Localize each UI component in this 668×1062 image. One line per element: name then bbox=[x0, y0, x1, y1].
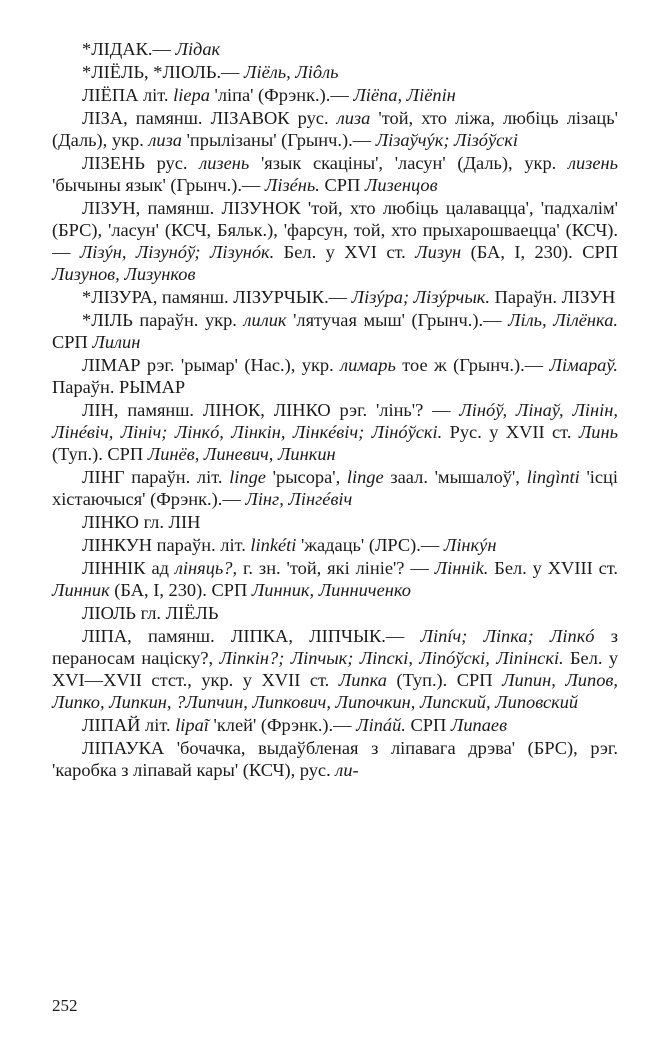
entry-text: Бел. у XVI—XVII стст., укр. у XVII ст. bbox=[52, 648, 619, 690]
entry-text: (Туп.). СРП bbox=[52, 444, 148, 464]
entry-text: ЛІНКУН параўн. літ. bbox=[82, 535, 251, 555]
entry-text: 'бычыны язык' (Грынч.).— bbox=[52, 175, 265, 195]
entry-italic-text: Лiёль, Лiôль bbox=[244, 62, 339, 82]
dictionary-entry bbox=[52, 354, 618, 398]
entry-italic-text: Ліпкін?; Ліпчык; Ліпскі, Ліпóўскі, Ліпінскі. bbox=[219, 648, 564, 668]
entry-text: *ЛІЁЛЬ, *ЛІОЛЬ.— bbox=[82, 62, 245, 82]
entry-text: Параўн. ЛІЗУН bbox=[489, 287, 616, 307]
entry-italic-text: lingìnti bbox=[526, 467, 580, 487]
dictionary-entry bbox=[52, 466, 618, 510]
entry-text: тое ж (Грынч.).— bbox=[395, 355, 550, 375]
entry-text: з пераносам націску?, bbox=[52, 626, 618, 668]
entry-italic-text: Лизун bbox=[415, 242, 462, 262]
dictionary-entry bbox=[52, 61, 618, 83]
entry-text: ЛІПА, памянш. ЛІПКА, ЛІПЧЫК.— bbox=[82, 626, 421, 646]
entry-text: 'лятучая мыш' (Грынч.).— bbox=[286, 310, 509, 330]
entry-italic-text: Лізýн, Лізунóў; Лізунóк. bbox=[79, 242, 275, 262]
dictionary-entry bbox=[52, 602, 618, 624]
entry-italic-text: Лімараў. bbox=[549, 355, 618, 375]
entry-text: ЛІОЛЬ гл. ЛІЁЛЬ bbox=[82, 603, 219, 623]
entry-text: Бел. у XVI ст. bbox=[274, 242, 416, 262]
entry-italic-text: лиза bbox=[148, 130, 182, 150]
entry-italic-text: лизень bbox=[567, 153, 618, 173]
dictionary-entry bbox=[52, 737, 618, 781]
entry-italic-text: linge bbox=[229, 467, 266, 487]
entry-text: 'той, хто ліжа, любіць лізаць' (Даль), укр. bbox=[52, 108, 618, 150]
entry-italic-text: Лилин bbox=[92, 332, 141, 352]
entry-italic-text: Лізаўчýк; Лізóўскі bbox=[375, 130, 519, 150]
entry-italic-text: linkéti bbox=[250, 535, 297, 555]
entry-italic-text: Лінóў, Лінаў, Лінін, Лінéвіч, Лініч; Лінкó, Лінкін, Лінкéвіч; Лінóўскі. bbox=[52, 400, 618, 442]
entry-italic-text: liepa bbox=[173, 85, 210, 105]
entry-italic-text: лизень bbox=[199, 153, 250, 173]
entry-italic-text: Лідак bbox=[175, 39, 221, 59]
entry-italic-text: Липин, Липов, Липко, Липкин, ?Липчин, Липкович, Липочкин, Липский, Липовский bbox=[52, 670, 618, 712]
entry-text: ЛІНКО гл. ЛІН bbox=[82, 512, 201, 532]
dictionary-entry bbox=[52, 38, 618, 60]
entry-text: (БА, I, 230). СРП bbox=[461, 242, 618, 262]
entry-text: ЛІН, памянш. ЛІНОК, ЛІНКО рэг. 'лінь'? — bbox=[82, 400, 460, 420]
entry-text: ЛІННІК ад bbox=[82, 558, 175, 578]
entry-text: ЛІЗУН, памянш. ЛІЗУНОК 'той, хто любіць цалавацца', 'падхалім' (БРС), 'ласун' (КСЧ, Бяльк.), 'фарсун, той, хто прыхарошваецца' (КСЧ).— bbox=[52, 198, 618, 262]
dictionary-entry bbox=[52, 399, 618, 465]
entry-text: ЛІЗЕНЬ рус. bbox=[82, 153, 200, 173]
entry-italic-text: лилик bbox=[243, 310, 287, 330]
dictionary-entry bbox=[52, 84, 618, 106]
dictionary-entry bbox=[52, 197, 618, 285]
entry-italic-text: Липаев bbox=[450, 715, 508, 735]
entry-italic-text: Линёв, Линевич, Линкин bbox=[147, 444, 336, 464]
entry-text: г. зн. 'той, які лініе'? — bbox=[237, 558, 435, 578]
entry-italic-text: linge bbox=[346, 467, 384, 487]
entry-text: СРП bbox=[319, 175, 365, 195]
entry-text: 'жадаць' (ЛРС).— bbox=[296, 535, 444, 555]
entry-italic-text: Лізéнь. bbox=[264, 175, 320, 195]
entry-text: заал. 'мышалоў', bbox=[383, 467, 527, 487]
entry-text: *ЛІЗУРА, памянш. ЛІЗУРЧЫК.— bbox=[82, 287, 352, 307]
entry-text: Рус. у XVII ст. bbox=[442, 422, 579, 442]
entry-italic-text: Лінніk. bbox=[434, 558, 489, 578]
entry-text: Бел. у XVIII ст. bbox=[488, 558, 619, 578]
dictionary-entry bbox=[52, 534, 618, 556]
entry-text: 'клей' (Фрэнк.).— bbox=[208, 715, 357, 735]
entry-text: СРП bbox=[405, 715, 451, 735]
dictionary-entry bbox=[52, 625, 618, 713]
entry-italic-text: лиза bbox=[336, 108, 371, 128]
entry-italic-text: ліняць?, bbox=[174, 558, 238, 578]
entry-text: (Туп.). СРП bbox=[386, 670, 503, 690]
entry-italic-text: Ліёпа, Ліёпін bbox=[353, 85, 456, 105]
dictionary-entry bbox=[52, 557, 618, 601]
dictionary-entry bbox=[52, 511, 618, 533]
entry-italic-text: Лінкýн bbox=[443, 535, 497, 555]
entry-text: ЛІЗА, памянш. ЛІЗАВОК рус. bbox=[82, 108, 337, 128]
entry-text: Параўн. РЫМАР bbox=[52, 377, 186, 397]
dictionary-entry bbox=[52, 152, 618, 196]
dictionary-entry bbox=[52, 714, 618, 736]
entry-italic-text: Линник bbox=[52, 580, 110, 600]
entry-italic-text: лимарь bbox=[340, 355, 396, 375]
dictionary-entry bbox=[52, 309, 618, 353]
entry-italic-text: Ліль, Лілёнка. bbox=[508, 310, 618, 330]
entry-italic-text: Лизунов, Лизунков bbox=[52, 264, 196, 284]
entry-text: ЛІМАР рэг. 'рымар' (Нас.), укр. bbox=[82, 355, 341, 375]
entry-text: (БА, I, 230). СРП bbox=[109, 580, 252, 600]
entry-italic-text: Ліпáй. bbox=[356, 715, 406, 735]
entry-text: *ЛІЛЬ параўн. укр. bbox=[82, 310, 244, 330]
entry-italic-text: Лизенцов bbox=[364, 175, 438, 195]
entry-italic-text: Лізýра; Лізýрчык. bbox=[351, 287, 490, 307]
entry-text: ЛІЁПА літ. bbox=[82, 85, 174, 105]
entry-italic-text: Линник, Линниченко bbox=[251, 580, 411, 600]
entry-text: *ЛІДАК.— bbox=[82, 39, 176, 59]
entry-italic-text: lipaĩ bbox=[175, 715, 209, 735]
entry-text: 'ліпа' (Фрэнк.).— bbox=[209, 85, 354, 105]
page-number: 252 bbox=[52, 996, 78, 1015]
entry-text: ЛІПАЙ літ. bbox=[82, 715, 176, 735]
dictionary-page bbox=[52, 38, 618, 782]
entry-text: СРП bbox=[52, 332, 93, 352]
dictionary-entry bbox=[52, 286, 618, 308]
entry-italic-text: Ліпíч; Ліпка; Ліпкó bbox=[420, 626, 595, 646]
entry-italic-text: Лінг, Лінгéвіч bbox=[245, 489, 353, 509]
entry-italic-text: Линь bbox=[578, 422, 618, 442]
entry-italic-text: ли- bbox=[335, 760, 359, 780]
entry-text: 'рысора', bbox=[265, 467, 347, 487]
entry-text: 'язык скаціны', 'ласун' (Даль), укр. bbox=[249, 153, 568, 173]
dictionary-entry bbox=[52, 107, 618, 151]
entry-text: ЛІНГ параўн. літ. bbox=[82, 467, 230, 487]
entry-text: ЛІПАУКА 'бочачка, выдаўбленая з ліпавага дрэва' (БРС), рэг. 'каробка з ліпавай кары' (КСЧ), рус. bbox=[52, 738, 618, 780]
entry-text: 'ісці хістаючыся' (Фрэнк.).— bbox=[52, 467, 618, 509]
entry-text: 'прылізаны' (Грынч.).— bbox=[182, 130, 376, 150]
entry-italic-text: Липка bbox=[338, 670, 387, 690]
